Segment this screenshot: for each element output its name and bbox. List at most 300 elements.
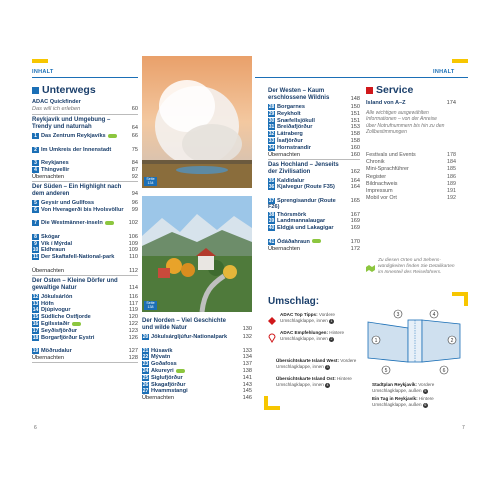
toc-row-label xyxy=(142,334,238,340)
chapter-heading[interactable] xyxy=(268,162,360,176)
toc-stop-row[interactable] xyxy=(32,147,138,153)
stop-name: Reykjanes xyxy=(41,160,69,167)
toc-row-page: 122 xyxy=(128,321,138,327)
toc-row-page: 112 xyxy=(129,267,138,274)
stop-number-badge: 20 xyxy=(142,334,149,340)
toc-stop-row[interactable] xyxy=(268,212,360,218)
stop-number-badge: 23 xyxy=(142,361,149,368)
toc-row-page: 87 xyxy=(131,167,138,173)
toc-row-label xyxy=(268,198,346,211)
service-map-note: Zu diesen Orten und Sehens-würdigkeiten finden Sie Detailkarten im Innenteil des Reiseführers. xyxy=(378,258,455,275)
stop-number-badge: 32 xyxy=(268,131,275,138)
chapter-title: Das Hochland – Jenseits der Zivilisation xyxy=(268,161,339,175)
toc-row-label xyxy=(142,361,238,367)
toc-row-label xyxy=(32,301,124,307)
toc-row-page: 164 xyxy=(350,184,360,191)
toc-row-label xyxy=(32,314,124,320)
service-entry-label: Impressum xyxy=(366,188,393,194)
stop-name: Borgarnes xyxy=(277,104,305,110)
toc-row-page: 133 xyxy=(242,347,252,354)
umschlag-entry-label: Übersichtskarte Island West: xyxy=(276,358,339,363)
adac-top-tipps-icon xyxy=(268,312,276,320)
quickfinder-label: ADAC Quickfinder xyxy=(32,99,81,105)
umschlag-entry[interactable] xyxy=(280,330,364,342)
stop-number-badge: 15 xyxy=(32,314,39,321)
toc-stop-row[interactable] xyxy=(142,382,252,388)
toc-row-label xyxy=(32,234,124,240)
toc-stop-row[interactable] xyxy=(32,335,138,341)
toc-stop-row[interactable] xyxy=(268,184,360,190)
toc-row-page: 167 xyxy=(350,211,360,218)
divider xyxy=(32,114,138,115)
stop-name: Thórsmörk xyxy=(277,211,307,218)
stop-name: Skagafjörður xyxy=(151,381,186,388)
toc-stop-row[interactable] xyxy=(32,294,138,300)
chapter-title: Der Westen – Kaum erschlossene Wildnis xyxy=(268,88,330,101)
stop-number-badge: 9 xyxy=(32,241,39,247)
chapter-heading[interactable] xyxy=(268,88,360,102)
toc-row-label xyxy=(268,246,346,252)
toc-row-label xyxy=(268,218,346,224)
toc-row-label xyxy=(268,212,346,218)
toc-row-label xyxy=(32,355,124,361)
stop-number-badge: 26 xyxy=(142,381,149,388)
stop-name: Kjalvegur (Route F35) xyxy=(277,184,335,191)
toc-stop-row[interactable] xyxy=(268,225,360,231)
toc-row-page: 160 xyxy=(350,144,360,151)
umschlag-entry-label: Ein Tag in Reykjavík: xyxy=(372,396,418,401)
toc-row-page: 172 xyxy=(350,245,360,252)
cover-diagram xyxy=(360,306,470,376)
toc-row-label xyxy=(32,160,124,166)
service-entry-page: 178 xyxy=(447,152,456,158)
umschlag-entry-detail: Hintere Umschlagklappe, innen xyxy=(280,330,345,341)
svg-text:3: 3 xyxy=(396,311,400,318)
stop-name: Geysir und Gullfoss xyxy=(41,199,95,206)
svg-text:1: 1 xyxy=(374,337,378,344)
toc-row-page: 126 xyxy=(128,334,138,341)
bracket-left-v xyxy=(264,396,268,410)
toc-stop-row[interactable] xyxy=(32,207,138,213)
umschlag-entry-label: Stadtplan Reykjavík: xyxy=(372,382,417,387)
toc-row-label xyxy=(32,335,124,341)
toc-row-label xyxy=(32,268,124,274)
top-yellow-bar-right xyxy=(452,59,468,63)
stop-name: Snæfellsjökull xyxy=(277,117,315,124)
toc-row-label xyxy=(268,152,346,158)
service-entry[interactable] xyxy=(366,195,456,201)
stop-name: Djúpivogur xyxy=(41,307,71,314)
toc-row-page: 158 xyxy=(350,138,360,144)
toc-stop-row[interactable] xyxy=(32,241,138,247)
toc-row-page: 109 xyxy=(128,247,138,254)
toc-stop-row[interactable] xyxy=(32,328,138,334)
toc-row-page: 119 xyxy=(129,307,138,314)
map-detail-icon xyxy=(366,259,375,277)
stop-number-badge: 13 xyxy=(32,300,39,307)
stop-name: Reykholt xyxy=(277,110,301,117)
stop-name: Skógar xyxy=(41,233,60,240)
umschlag-entry[interactable] xyxy=(280,312,364,324)
divider xyxy=(32,275,138,276)
stop-name: Möðrudalur xyxy=(41,348,72,355)
service-az-row[interactable] xyxy=(366,100,456,106)
svg-text:4: 4 xyxy=(432,311,436,318)
page-number-right: 7 xyxy=(462,425,465,431)
umschlag-entry-label: Übersichtskarte Island Ost: xyxy=(276,376,336,381)
umschlag-entry[interactable] xyxy=(276,358,366,370)
umschlag-ref-badge: 5 xyxy=(424,388,427,393)
toc-row-label xyxy=(268,111,346,117)
stop-name: Akureyri xyxy=(151,368,174,374)
header-right: INHALT xyxy=(433,69,455,75)
umschlag-title: Umschlag: xyxy=(268,296,320,307)
stop-name: Húsavík xyxy=(151,347,173,354)
svg-text:6: 6 xyxy=(442,367,446,374)
umschlag-entry[interactable] xyxy=(372,396,468,408)
stop-name: Eldgjá und Lakagígar xyxy=(277,225,334,232)
toc-stop-row[interactable] xyxy=(268,218,360,224)
toc-stop-row[interactable] xyxy=(142,388,252,394)
stop-name: Mývatn xyxy=(151,354,171,361)
toc-row-page: 151 xyxy=(350,117,360,124)
chapter-heading[interactable] xyxy=(32,184,138,198)
toc-row-page: 106 xyxy=(128,233,138,240)
toc-row-label xyxy=(32,174,124,180)
toc-row-page: 169 xyxy=(350,225,360,232)
service-entry-page: 189 xyxy=(447,180,456,187)
toc-row-page: 146 xyxy=(242,395,252,402)
toc-stop-row[interactable] xyxy=(32,167,138,173)
toc-row-label xyxy=(268,138,346,144)
stop-name: Jökulsárgljúfur-Nationalpark xyxy=(151,334,228,340)
service-entry-page: 185 xyxy=(447,166,456,173)
toc-row-label xyxy=(32,99,138,105)
stop-number-badge: 40 xyxy=(268,225,275,232)
stop-number-badge: 31 xyxy=(268,124,275,131)
stop-name: Kaldidalur xyxy=(277,177,305,184)
toc-stop-row[interactable] xyxy=(142,375,252,381)
stop-name: Siglufjörður xyxy=(151,374,183,381)
umschlag-entry[interactable] xyxy=(276,376,366,388)
chapter-page: 130 xyxy=(242,325,252,332)
toc-row-label xyxy=(32,241,124,247)
toc-row-label xyxy=(268,145,346,151)
header-rule-left xyxy=(32,77,138,78)
stop-number-badge: 37 xyxy=(268,198,275,204)
toc-row-page: 164 xyxy=(350,177,360,184)
toc-row-label xyxy=(268,124,346,130)
toc-row-page: 169 xyxy=(350,218,360,225)
stop-name: Der Skaftafell-National-park xyxy=(41,254,115,261)
toc-row-page: 102 xyxy=(128,220,138,227)
service-entry[interactable] xyxy=(366,152,456,158)
toc-stop-row[interactable] xyxy=(268,178,360,184)
toc-stop-row[interactable] xyxy=(268,104,360,110)
toc-row-label xyxy=(268,178,346,184)
overnight-label: Übernachten xyxy=(268,151,301,158)
divider xyxy=(32,181,138,182)
toc-row-label xyxy=(142,388,238,394)
chapter-page: 64 xyxy=(131,124,138,131)
stop-number-badge: 22 xyxy=(142,354,149,361)
toc-row-page: 109 xyxy=(128,240,138,247)
stop-number-badge: 29 xyxy=(268,110,275,117)
adac-empfehlung-icon xyxy=(268,330,276,340)
toc-stop-row[interactable] xyxy=(32,314,138,320)
stop-name: Ódáðahraun xyxy=(277,238,310,245)
toc-row-label xyxy=(268,104,346,110)
chapter-heading[interactable] xyxy=(32,278,138,292)
stop-name: Jökulsárlón xyxy=(41,293,73,300)
toc-stop-row[interactable] xyxy=(142,334,252,340)
stop-name: Thingvellir xyxy=(41,167,70,173)
umschlag-ref-badge: 4 xyxy=(326,382,329,387)
top-yellow-bar-left xyxy=(32,59,48,63)
toc-row-label xyxy=(32,247,124,253)
toc-row-page: 174 xyxy=(446,100,456,106)
umschlag-entry[interactable] xyxy=(372,382,468,394)
stop-name: Breiðafjörður xyxy=(277,124,313,131)
chapter-heading[interactable] xyxy=(32,117,138,131)
overnight-row[interactable] xyxy=(268,246,360,252)
service-entry-label: Chronik xyxy=(366,159,385,166)
overnight-row[interactable] xyxy=(32,174,138,180)
toc-row-page: 132 xyxy=(242,334,252,340)
stop-name: Hvammstangi xyxy=(151,388,188,395)
overnight-row[interactable] xyxy=(32,268,138,274)
toc-row-page: 134 xyxy=(242,354,252,361)
stop-name: Höfn xyxy=(41,300,54,307)
toc-stop-row[interactable] xyxy=(32,348,138,354)
toc-row-label xyxy=(142,375,238,381)
toc-row-label xyxy=(268,225,346,231)
toc-stop-row[interactable] xyxy=(32,254,138,260)
svg-text:5: 5 xyxy=(384,367,388,374)
toc-row-label xyxy=(32,294,124,300)
toc-row-page: 92 xyxy=(131,173,138,180)
stop-number-badge: 4 xyxy=(32,167,39,173)
header-rule-mid xyxy=(255,77,468,78)
stop-name: Hornstrandir xyxy=(277,144,311,151)
toc-stop-row[interactable] xyxy=(268,138,360,144)
stop-number-badge: 28 xyxy=(268,104,275,110)
toc-row-page: 117 xyxy=(129,300,138,307)
service-entry[interactable] xyxy=(366,181,456,187)
stop-number-badge: 36 xyxy=(268,184,275,191)
umschlag-entry-detail: Vordere Umschlagklappe, innen xyxy=(280,312,335,323)
stop-name: Von Hveragerði bis Hvolsvöllur xyxy=(41,206,124,213)
overnight-row[interactable] xyxy=(142,395,252,401)
chapter-title: Der Norden – Viel Geschichte und wilde Natur xyxy=(142,318,226,331)
stop-name: Ísafjörður xyxy=(277,138,303,144)
toc-stop-row[interactable] xyxy=(32,200,138,206)
photo-akureyri xyxy=(142,196,252,312)
thumbs-up-icon xyxy=(72,322,81,326)
overnight-label: Übernachten xyxy=(32,355,65,361)
umschlag-ref-badge: 3 xyxy=(326,364,329,369)
toc-row-label xyxy=(32,328,124,334)
photo-badge-1: Seite 134 xyxy=(144,177,157,187)
toc-stop-row[interactable] xyxy=(268,239,360,245)
toc-row-page: 66 xyxy=(131,133,138,139)
overnight-row[interactable] xyxy=(32,355,138,361)
stop-number-badge: 18 xyxy=(32,334,39,341)
bracket-right-v xyxy=(464,292,468,306)
toc-row-label xyxy=(142,395,238,401)
umschlag-ref-badge: 1 xyxy=(330,318,333,323)
chapter-page: 162 xyxy=(350,169,360,176)
toc-row-page: 145 xyxy=(242,388,252,395)
toc-row-page: 84 xyxy=(131,160,138,167)
toc-row-label xyxy=(32,147,124,153)
thumbs-up-icon xyxy=(105,221,114,225)
toc-row-label xyxy=(32,106,124,112)
stop-number-badge: 24 xyxy=(142,368,149,374)
stop-number-badge: 25 xyxy=(142,374,149,381)
service-entry-page: 191 xyxy=(447,188,456,194)
toc-stop-row[interactable] xyxy=(142,354,252,360)
service-entry-label: Festivals und Events xyxy=(366,152,416,158)
section-square-red-icon xyxy=(366,87,373,94)
thumbs-up-icon xyxy=(312,239,321,243)
toc-row-label xyxy=(142,382,238,388)
stop-number-badge: 6 xyxy=(32,207,39,213)
stop-number-badge: 8 xyxy=(32,234,39,240)
toc-stop-row[interactable] xyxy=(32,321,138,327)
overnight-label: Übernachten xyxy=(268,245,301,252)
toc-row-page: 153 xyxy=(350,124,360,131)
toc-row-page: 123 xyxy=(128,327,138,334)
toc-row-page: 75 xyxy=(131,146,138,153)
stop-number-badge: 17 xyxy=(32,327,39,334)
service-entry[interactable] xyxy=(366,174,456,180)
toc-row-page: 170 xyxy=(350,238,360,245)
divider xyxy=(268,159,360,160)
service-entry-label: Mobil vor Ort xyxy=(366,195,397,202)
overnight-label: Übernachten xyxy=(32,267,65,274)
toc-row-page: 116 xyxy=(129,293,138,300)
toc-stop-row[interactable] xyxy=(142,368,252,374)
stop-number-badge: 38 xyxy=(268,211,275,218)
chapter-title: Reykjavík und Umgebung – Trendy und naturnah xyxy=(32,117,111,130)
stop-name: Borgarfjörður Eystri xyxy=(41,334,95,341)
stop-name: Eldhraun xyxy=(41,247,66,254)
stop-number-badge: 10 xyxy=(32,247,39,254)
toc-stop-row[interactable] xyxy=(142,361,252,367)
toc-row-page: 96 xyxy=(131,199,138,206)
umschlag-entry-detail: Hintere Umschlagklappe, innen xyxy=(276,376,352,387)
section-title-unterwegs: Unterwegs xyxy=(32,84,96,96)
overnight-label: Übernachten xyxy=(32,173,65,180)
service-entry-label: Register xyxy=(366,173,387,180)
toc-row-label xyxy=(32,254,124,260)
umschlag-entry-detail: Hintere Umschlagklappe, außen xyxy=(372,396,434,407)
stop-number-badge: 14 xyxy=(32,307,39,314)
toc-row-label xyxy=(32,207,124,213)
toc-row-page: 110 xyxy=(129,254,138,261)
stop-name: Das Zentrum Reykjavíks xyxy=(41,133,106,139)
toc-row-page: 99 xyxy=(131,206,138,213)
section-title-service: Service xyxy=(366,84,413,96)
quickfinder-row[interactable] xyxy=(32,99,138,105)
stop-name: Látraberg xyxy=(277,131,303,138)
page-number-left: 6 xyxy=(34,425,37,431)
chapter-page: 114 xyxy=(129,285,138,292)
toc-row-label xyxy=(268,131,346,137)
stop-number-badge: 34 xyxy=(268,144,275,151)
service-entry-page: 186 xyxy=(447,173,456,180)
chapter-title: Der Osten – Kleine Dörfer und gewaltige Natur xyxy=(32,277,118,291)
toc-stop-row[interactable] xyxy=(32,247,138,253)
overnight-label: Übernachten xyxy=(142,395,175,402)
service-entry[interactable] xyxy=(366,188,456,194)
toc-stop-row[interactable] xyxy=(32,220,138,226)
umschlag-entry-detail: Vordere Umschlagklappe, innen xyxy=(276,358,357,369)
service-entry-page: 184 xyxy=(447,159,456,166)
quickfinder-sub: Das will ich erleben xyxy=(32,106,81,112)
umschlag-entry-label: ADAC Empfehlungen: xyxy=(280,330,328,335)
toc-stop-row[interactable] xyxy=(32,307,138,313)
toc-row-label xyxy=(32,133,124,139)
toc-stop-row[interactable] xyxy=(32,133,138,139)
toc-row-label xyxy=(32,348,124,354)
toc-stop-row[interactable] xyxy=(268,111,360,117)
stop-name: Südliche Ostfjorde xyxy=(41,314,91,321)
stop-number-badge: 2 xyxy=(32,147,39,153)
stop-number-badge: 33 xyxy=(268,138,275,144)
stop-number-badge: 3 xyxy=(32,160,39,166)
photo-badge-2: Seite 138 xyxy=(144,301,157,311)
toc-stop-row[interactable] xyxy=(32,160,138,166)
stop-number-badge: 16 xyxy=(32,321,39,327)
stop-number-badge: 27 xyxy=(142,388,149,395)
toc-stop-row[interactable] xyxy=(268,145,360,151)
toc-stop-row[interactable] xyxy=(32,234,138,240)
service-entry[interactable] xyxy=(366,166,456,172)
toc-stop-row[interactable] xyxy=(268,124,360,130)
chapter-heading[interactable] xyxy=(142,318,252,332)
toc-row-page: 150 xyxy=(350,104,360,110)
toc-row-label xyxy=(32,321,124,327)
toc-row-label xyxy=(268,184,346,190)
toc-row-page: 127 xyxy=(128,348,138,355)
service-entry[interactable] xyxy=(366,159,456,165)
toc-stop-row[interactable] xyxy=(268,198,360,211)
toc-stop-row[interactable] xyxy=(142,348,252,354)
stop-number-badge: 12 xyxy=(32,293,39,300)
stop-name: Sprengisandur (Route F26) xyxy=(268,198,336,211)
overnight-row[interactable] xyxy=(268,152,360,158)
quickfinder-sub-row[interactable] xyxy=(32,106,138,112)
stop-name: Die Westmänner-inseln xyxy=(41,220,103,227)
stop-number-badge: 5 xyxy=(32,200,39,206)
toc-row-label xyxy=(142,354,238,360)
stop-name: Egilsstaðir xyxy=(41,321,70,327)
toc-stop-row[interactable] xyxy=(32,301,138,307)
stop-number-badge: 21 xyxy=(142,347,149,354)
toc-row-page: 141 xyxy=(242,374,252,381)
divider xyxy=(32,362,138,363)
stop-number-badge: 7 xyxy=(32,220,39,226)
umschlag-ref-badge: 6 xyxy=(424,402,427,407)
stop-number-badge: 19 xyxy=(32,348,39,355)
toc-stop-row[interactable] xyxy=(268,131,360,137)
toc-row-label xyxy=(142,368,238,374)
stop-name: Goðafoss xyxy=(151,361,177,368)
stop-name: Vík í Mýrdal xyxy=(41,240,73,247)
stop-number-badge: 35 xyxy=(268,177,275,184)
